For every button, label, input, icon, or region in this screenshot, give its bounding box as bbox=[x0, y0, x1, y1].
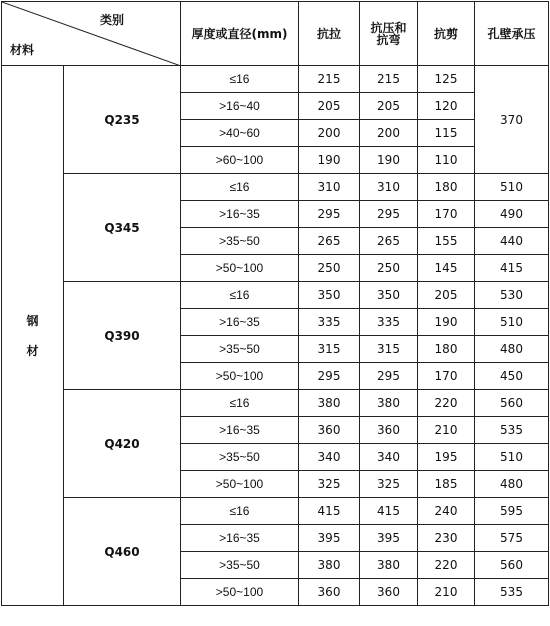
bearing-cell: 370 bbox=[475, 66, 549, 174]
compression-header bbox=[360, 2, 418, 66]
thickness-cell: >60~100 bbox=[181, 147, 299, 174]
compression-cell: 310 bbox=[360, 174, 418, 201]
thickness-cell: >50~100 bbox=[181, 579, 299, 606]
bearing-cell: 450 bbox=[475, 363, 549, 390]
material-label: 材料 bbox=[10, 43, 35, 57]
table-row bbox=[2, 498, 549, 525]
table-row bbox=[2, 282, 549, 309]
shear-cell: 210 bbox=[418, 579, 475, 606]
shear-cell: 115 bbox=[418, 120, 475, 147]
grade-cell: Q390 bbox=[64, 282, 181, 390]
compression-cell: 360 bbox=[360, 579, 418, 606]
tension-cell: 415 bbox=[299, 498, 360, 525]
shear-header: 抗剪 bbox=[418, 2, 475, 66]
shear-cell: 110 bbox=[418, 147, 475, 174]
thickness-cell: ≤16 bbox=[181, 174, 299, 201]
bearing-cell: 490 bbox=[475, 201, 549, 228]
bearing-cell: 535 bbox=[475, 579, 549, 606]
tension-cell: 295 bbox=[299, 363, 360, 390]
shear-cell: 190 bbox=[418, 309, 475, 336]
thickness-cell: >35~50 bbox=[181, 444, 299, 471]
grade-cell: Q345 bbox=[64, 174, 181, 282]
bearing-cell: 530 bbox=[475, 282, 549, 309]
compression-cell: 350 bbox=[360, 282, 418, 309]
bearing-header: 孔壁承压 bbox=[475, 2, 549, 66]
compression-cell: 335 bbox=[360, 309, 418, 336]
bearing-cell: 510 bbox=[475, 174, 549, 201]
thickness-cell: ≤16 bbox=[181, 390, 299, 417]
compression-cell: 265 bbox=[360, 228, 418, 255]
bearing-cell: 535 bbox=[475, 417, 549, 444]
tension-cell: 380 bbox=[299, 552, 360, 579]
shear-cell: 220 bbox=[418, 390, 475, 417]
thickness-cell: >50~100 bbox=[181, 255, 299, 282]
tension-cell: 360 bbox=[299, 417, 360, 444]
bearing-cell: 415 bbox=[475, 255, 549, 282]
bearing-cell: 480 bbox=[475, 471, 549, 498]
tension-cell: 265 bbox=[299, 228, 360, 255]
thickness-cell: ≤16 bbox=[181, 282, 299, 309]
compression-cell: 360 bbox=[360, 417, 418, 444]
grade-cell: Q235 bbox=[64, 66, 181, 174]
tension-cell: 395 bbox=[299, 525, 360, 552]
tension-cell: 190 bbox=[299, 147, 360, 174]
tension-cell: 380 bbox=[299, 390, 360, 417]
tension-cell: 215 bbox=[299, 66, 360, 93]
table-row bbox=[2, 390, 549, 417]
shear-cell: 170 bbox=[418, 363, 475, 390]
tension-cell: 350 bbox=[299, 282, 360, 309]
compression-header-line1: 抗压和 bbox=[370, 20, 407, 35]
grade-cell: Q420 bbox=[64, 390, 181, 498]
thickness-cell: ≤16 bbox=[181, 66, 299, 93]
shear-cell: 120 bbox=[418, 93, 475, 120]
shear-cell: 125 bbox=[418, 66, 475, 93]
bearing-cell: 575 bbox=[475, 525, 549, 552]
tension-cell: 205 bbox=[299, 93, 360, 120]
material-group-char: 材 bbox=[26, 343, 39, 358]
bearing-cell: 560 bbox=[475, 552, 549, 579]
shear-cell: 170 bbox=[418, 201, 475, 228]
thickness-cell: >50~100 bbox=[181, 471, 299, 498]
grade-cell: Q460 bbox=[64, 498, 181, 606]
compression-cell: 215 bbox=[360, 66, 418, 93]
bearing-cell: 440 bbox=[475, 228, 549, 255]
tension-cell: 340 bbox=[299, 444, 360, 471]
compression-cell: 295 bbox=[360, 201, 418, 228]
thickness-cell: >40~60 bbox=[181, 120, 299, 147]
thickness-cell: >16~35 bbox=[181, 309, 299, 336]
bearing-cell: 480 bbox=[475, 336, 549, 363]
compression-cell: 340 bbox=[360, 444, 418, 471]
thickness-cell: >35~50 bbox=[181, 228, 299, 255]
thickness-cell: >16~35 bbox=[181, 417, 299, 444]
bearing-cell: 510 bbox=[475, 309, 549, 336]
shear-cell: 220 bbox=[418, 552, 475, 579]
tension-header: 抗拉 bbox=[299, 2, 360, 66]
bearing-cell: 595 bbox=[475, 498, 549, 525]
tension-cell: 315 bbox=[299, 336, 360, 363]
tension-cell: 310 bbox=[299, 174, 360, 201]
steel-strength-table bbox=[1, 1, 549, 606]
shear-cell: 185 bbox=[418, 471, 475, 498]
compression-cell: 395 bbox=[360, 525, 418, 552]
bearing-cell: 560 bbox=[475, 390, 549, 417]
tension-cell: 250 bbox=[299, 255, 360, 282]
compression-cell: 250 bbox=[360, 255, 418, 282]
material-group-char: 钢 bbox=[26, 313, 39, 328]
thickness-cell: >16~35 bbox=[181, 525, 299, 552]
material-group-cell bbox=[2, 66, 64, 606]
compression-cell: 200 bbox=[360, 120, 418, 147]
shear-cell: 145 bbox=[418, 255, 475, 282]
thickness-cell: >50~100 bbox=[181, 363, 299, 390]
bearing-cell: 510 bbox=[475, 444, 549, 471]
diagonal-header-cell bbox=[2, 2, 181, 66]
compression-cell: 190 bbox=[360, 147, 418, 174]
shear-cell: 205 bbox=[418, 282, 475, 309]
shear-cell: 180 bbox=[418, 174, 475, 201]
thickness-cell: ≤16 bbox=[181, 498, 299, 525]
compression-cell: 325 bbox=[360, 471, 418, 498]
thickness-cell: >35~50 bbox=[181, 552, 299, 579]
thickness-header: 厚度或直径(mm) bbox=[181, 2, 299, 66]
shear-cell: 155 bbox=[418, 228, 475, 255]
header-row bbox=[2, 2, 549, 66]
table-row bbox=[2, 174, 549, 201]
shear-cell: 240 bbox=[418, 498, 475, 525]
compression-header-line2: 抗弯 bbox=[376, 32, 401, 47]
shear-cell: 210 bbox=[418, 417, 475, 444]
tension-cell: 200 bbox=[299, 120, 360, 147]
compression-cell: 380 bbox=[360, 390, 418, 417]
category-label: 类别 bbox=[100, 13, 125, 27]
tension-cell: 360 bbox=[299, 579, 360, 606]
compression-cell: 205 bbox=[360, 93, 418, 120]
tension-cell: 295 bbox=[299, 201, 360, 228]
shear-cell: 230 bbox=[418, 525, 475, 552]
tension-cell: 325 bbox=[299, 471, 360, 498]
thickness-cell: >35~50 bbox=[181, 336, 299, 363]
table-row bbox=[2, 66, 549, 93]
compression-cell: 295 bbox=[360, 363, 418, 390]
shear-cell: 195 bbox=[418, 444, 475, 471]
compression-cell: 315 bbox=[360, 336, 418, 363]
compression-cell: 380 bbox=[360, 552, 418, 579]
shear-cell: 180 bbox=[418, 336, 475, 363]
compression-cell: 415 bbox=[360, 498, 418, 525]
thickness-cell: >16~40 bbox=[181, 93, 299, 120]
thickness-cell: >16~35 bbox=[181, 201, 299, 228]
tension-cell: 335 bbox=[299, 309, 360, 336]
